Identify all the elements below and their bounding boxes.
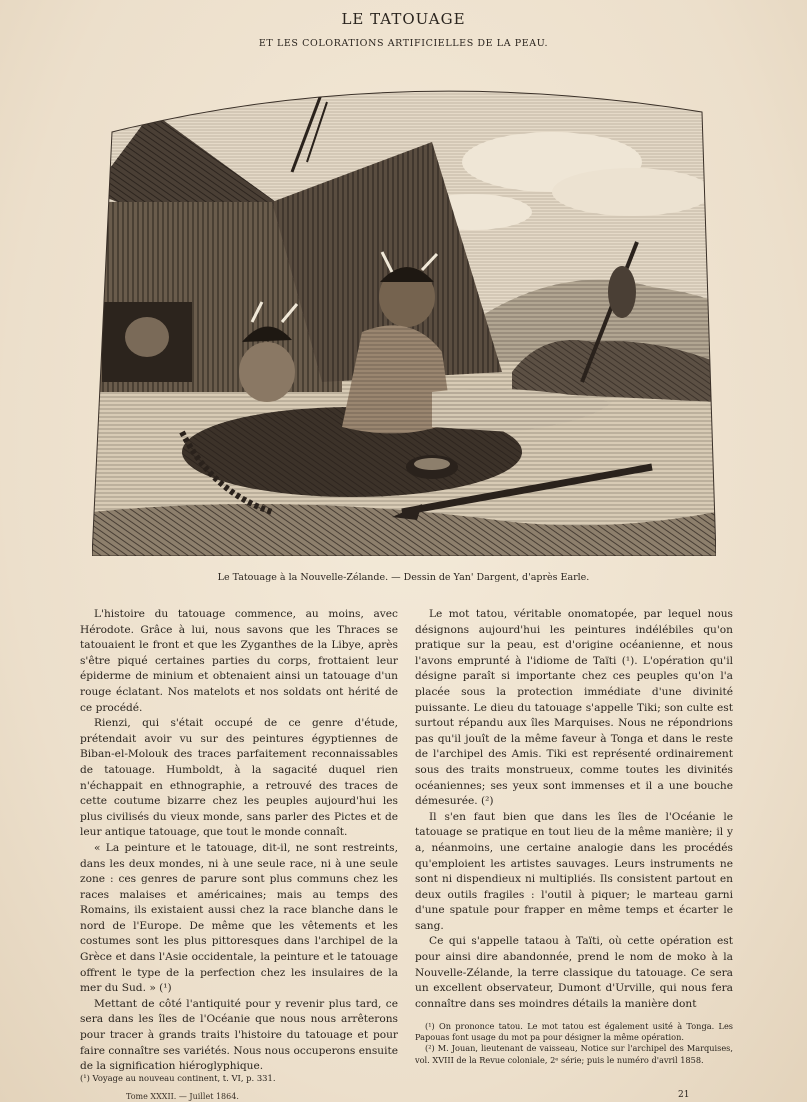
paragraph: Rienzi, qui s'était occupé de ce genre d'étude, prétendait avoir vu sur des peintures égyptiennes de Biban-el-Molouk des traces parfaitement reconnaissables de tatouage. Humboldt, à la sagacité duquel rien n'échappait en ethnographie, a retrouvé des traces de cette coutume bizarre chez les peuples aujourd'hui les plus civilisés du vieux monde, sans parler des Pictes et de leur antique tatouage, que tout le monde connaît. <box>80 717 398 839</box>
footnote-left: (¹) Voyage au nouveau continent, t. VI, p. 331. <box>80 1073 276 1083</box>
engraving-drawing <box>92 72 716 556</box>
paragraph: L'histoire du tatouage commence, au moins, avec Hérodote. Grâce à lui, nous savons que les Thraces se tatouaient le front et que les Zyganthes de la Libye, après s'être piqué certaines parties du corps, frottaient leur épiderme de minium et obtenaient ainsi un tatouage d'un rouge éclatant. Nos matelots et nos soldats ont hérité de ce procédé. <box>80 608 398 714</box>
article-title: LE TATOUAGE <box>341 10 466 28</box>
paragraph: Il s'en faut bien que dans les îles de l'Océanie le tatouage se pratique en tout lieu de la même manière; il y a, néanmoins, une certaine analogie dans les procédés qu'emploient les artistes sauvages. Leurs instruments ne sont ni dispendieux ni multipliés. Ils consistent partout en deux outils fragiles : l'outil à piquer; le marteau garni d'une spatule pour frapper en même temps et écarter le sang. <box>415 810 733 932</box>
paragraph: Ce qui s'appelle tataou à Taïti, où cette opération est pour ainsi dire abandonnée, prend le nom de moko à la Nouvelle-Zélande, la terre classique du tatouage. Ce sera un excellent observateur, Dumont d'Urville, qui nous fera connaître dans ses moindres détails la manière dont <box>415 935 733 1010</box>
footnote: (¹) On prononce tatou. Le mot tatou est également usité à Tonga. Les Papouas font usage du mot pa pour désigner la même opération. <box>415 1021 733 1043</box>
left-column <box>80 607 398 1075</box>
paragraph: Le mot tatou, véritable onomatopée, par lequel nous désignons aujourd'hui les peintures indélébiles qu'on pratique sur la peau, est d'origine océanienne, et nous l'avons emprunté à l'idiome de Taïti (¹). L'opération qu'il désigne paraît si importante chez ces peuples qu'on l'a placée sous la protection immédiate d'une divinité puissante. Le dieu du tatouage s'appelle Tiki; son culte est surtout répandu aux îles Marquises. Nous ne répondrions pas qu'il jouît de la même faveur à Tonga et dans le reste de l'archipel des Amis. Tiki est représenté ordinairement sous des traits monstrueux, comme toutes les divinités océaniennes; ses yeux sont immenses et il a une bouche démesurée. (²) <box>415 608 733 808</box>
paragraph: « La peinture et le tatouage, dit-il, ne sont restreints, dans les deux mondes, ni à une seule race, ni à une seule zone : ces genres de parure sont plus communs chez les races malaises et américaines; mais au temps des Romains, ils existaient aussi chez la race blanche dans le nord de l'Europe. De même que les vêtements et les costumes sont les plus pittoresques dans l'archipel de la Grèce et dans l'Asie occidentale, la peinture et le tatouage offrent le type de la perfection chez les insulaires de la mer du Sud. » (¹) <box>80 841 398 995</box>
footnotes-right <box>415 1021 733 1066</box>
engraving-illustration <box>92 72 716 556</box>
illustration-caption: Le Tatouage à la Nouvelle-Zélande. — Dessin de Yan' Dargent, d'après Earle. <box>217 572 590 583</box>
paragraph: Mettant de côté l'antiquité pour y revenir plus tard, ce sera dans les îles de l'Océanie que nous nous arrêterons pour tracer à grands traits l'histoire du tatouage et pour faire connaître ses variétés. Nous nous occuperons ensuite de la signification hiéroglyphique. <box>80 997 398 1073</box>
article-subtitle: ET LES COLORATIONS ARTIFICIELLES DE LA PEAU. <box>258 38 549 49</box>
volume-line: Tome XXXII. — Juillet 1864. <box>126 1092 239 1101</box>
right-column <box>415 607 733 1012</box>
footnote: (²) M. Jouan, lieutenant de vaisseau, Notice sur l'archipel des Marquises, vol. XVIII de la Revue coloniale, 2ᵉ série; puis le numéro d'avril 1858. <box>415 1043 733 1065</box>
page-number: 21 <box>678 1090 690 1100</box>
